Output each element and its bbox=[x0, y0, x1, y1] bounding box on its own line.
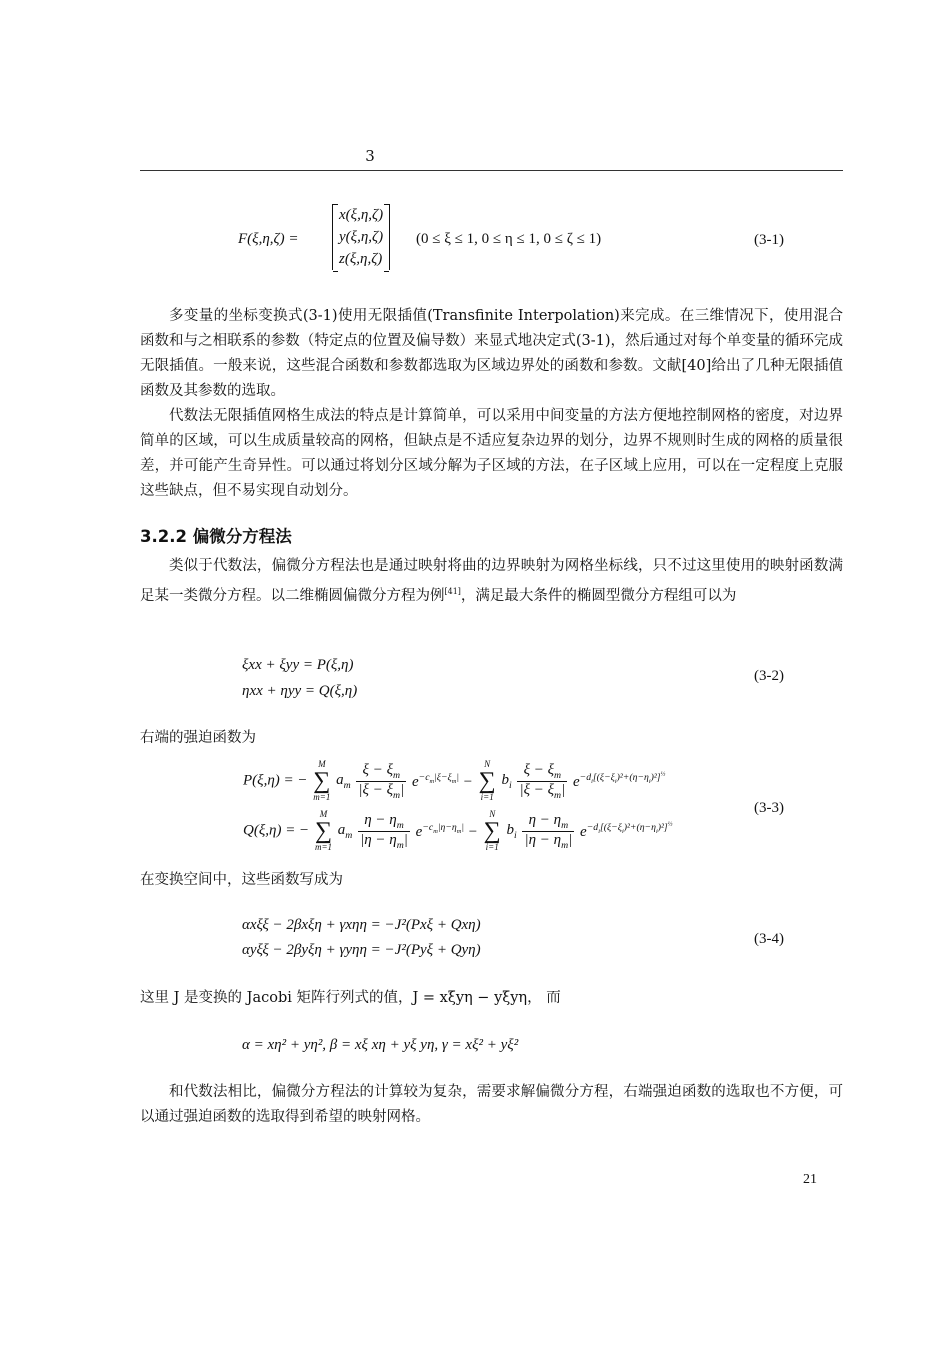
sum-symbol: N ∑ i=1 bbox=[483, 809, 501, 852]
paragraph-3 bbox=[140, 554, 843, 609]
eq1-lhs: F(ξ,η,ζ) = bbox=[238, 231, 299, 247]
citation-41: [41] bbox=[444, 587, 461, 596]
equation-3-4 bbox=[242, 913, 481, 963]
paragraph-4: 右端的强迫函数为 bbox=[140, 730, 256, 746]
fraction: $\frac{\eta - \eta_m}{|\eta - \eta_m|}$ bbox=[524, 811, 573, 851]
eq2-line-1: ξxx + ξyy = P(ξ,η) bbox=[242, 657, 354, 673]
eq3-q-lhs: Q(ξ,η) = − bbox=[243, 822, 310, 839]
equation-number-3-1: (3-1) bbox=[754, 232, 784, 248]
paragraph-3-text-b: ，满足最大条件的椭圆型微分方程组可以为 bbox=[460, 587, 737, 604]
body-paragraph-6 bbox=[140, 986, 843, 1011]
eq1-condition: (0 ≤ ξ ≤ 1, 0 ≤ η ≤ 1, 0 ≤ ζ ≤ 1) bbox=[416, 231, 602, 247]
eq4-line-1: αxξξ − 2βxξη + γxηη = −J²(Pxξ + Qxη) bbox=[242, 917, 481, 933]
body-paragraph-4 bbox=[140, 726, 843, 751]
eq3-row-q: Q(ξ,η) = − M ∑ m=1 $a_m$ $\frac{\eta - \eta_m}{|\eta - \eta_m|}$ $e^{-c_m|\eta-\eta_m|}$ − N ∑ i=1 $b_i$ $\frac{\eta - \eta_m}{|\eta - \eta_m|}$ $e^{-d_i[(\xi-\xi_i)^2+(\eta-\eta_i)^2]^{\frac{1}{2}}}$ bbox=[243, 809, 673, 852]
eq4-line-2: αyξξ − 2βyξη + γyηη = −J²(Pyξ + Qyη) bbox=[242, 942, 481, 958]
body-paragraph-5 bbox=[140, 868, 843, 893]
paragraph-2: 代数法无限插值网格生成法的特点是计算简单，可以采用中间变量的方法方便地控制网格的密度，对边界简单的区域，可以生成质量较高的网格，但缺点是不适应复杂边界的划分，边界不规则时生成的网格的质量很差，并可能产生奇异性。可以通过将划分区域分解为子区域的方法，在子区域上应用，可以在一定程度上克服这些缺点，但不易实现自动划分。 bbox=[140, 408, 843, 499]
equation-number-3-4: (3-4) bbox=[754, 931, 784, 947]
paragraph-6: 这里 J 是变换的 Jacobi 矩阵行列式的值，J = xξyη − yξyη， 而 bbox=[140, 990, 561, 1006]
paragraph-1: 多变量的坐标变换式(3-1)使用无限插值(Transfinite Interpolation)来完成。在三维情况下，使用混合函数和与之相联系的参数（特定点的位置及偏导数）来显式地决定式(3-1)，然后通过对每个单变量的循环完成无限插值。一般来说，这些混合函数和参数都选取为区域边界处的函数和参数。文献[40]给出了几种无限插值函数及其参数的选取。 bbox=[140, 308, 843, 399]
paragraph-3-text-a: 类似于代数法，偏微分方程法也是通过映射将曲的边界映射为网格坐标线，只不过这里使用的映射函数满足某一类微分方程。以二维椭圆偏微分方程为例 bbox=[140, 558, 843, 604]
equation-3-3 bbox=[243, 760, 713, 860]
eq3-row-p: P(ξ,η) = − M ∑ m=1 $a_m$ $\frac{\xi - \xi_m}{|\xi - \xi_m|}$ $e^{-c_m|\xi-\xi_m|}$ − N ∑ i=1 $b_i$ $\frac{\xi - \xi_m}{|\xi - \xi_m|}$ $e^{-d_i[(\xi-\xi_i)^2+(\eta-\eta_i)^2]^{\frac{1}{2}}}$ bbox=[243, 759, 666, 802]
paragraph-5: 在变换空间中，这些函数写成为 bbox=[140, 872, 343, 888]
section-heading: 3.2.2 偏微分方程法 bbox=[140, 527, 292, 546]
fraction: $\frac{\eta - \eta_m}{|\eta - \eta_m|}$ bbox=[360, 811, 408, 851]
body-paragraphs-1 bbox=[140, 304, 843, 504]
equation-number-3-2: (3-2) bbox=[754, 668, 784, 684]
fraction: $\frac{\xi - \xi_m}{|\xi - \xi_m|}$ bbox=[519, 761, 566, 801]
sum-symbol: M ∑ m=1 bbox=[313, 759, 331, 802]
eq1-matrix-row-1: x(ξ,η,ζ) bbox=[339, 207, 384, 223]
sum-symbol: M ∑ m=1 bbox=[314, 809, 333, 852]
body-paragraph-3 bbox=[140, 554, 843, 609]
eq1-matrix bbox=[332, 204, 390, 270]
page-number: 21 bbox=[803, 1172, 817, 1187]
eq3-p-lhs: P(ξ,η) = − bbox=[243, 772, 308, 789]
equation-3-2 bbox=[242, 652, 357, 704]
body-paragraph-7 bbox=[140, 1080, 843, 1130]
running-header-page-label: 3 bbox=[365, 147, 375, 165]
equation-number-3-3: (3-3) bbox=[754, 800, 784, 816]
sum-symbol: N ∑ i=1 bbox=[478, 759, 496, 802]
eq1-matrix-row-2: y(ξ,η,ζ) bbox=[339, 229, 384, 245]
eq1-matrix-row-3: z(ξ,η,ζ) bbox=[339, 251, 383, 267]
paragraph-7: 和代数法相比，偏微分方程法的计算较为复杂，需要求解偏微分方程，右端强迫函数的选取也不方便，可以通过强迫函数的选取得到希望的映射网格。 bbox=[140, 1084, 843, 1125]
header-rule bbox=[140, 170, 843, 171]
equation-coefficients: α = xη² + yη², β = xξ xη + yξ yη, γ = xξ² + yξ² bbox=[242, 1037, 519, 1053]
eq2-line-2: ηxx + ηyy = Q(ξ,η) bbox=[242, 683, 358, 699]
equation-3-1 bbox=[238, 203, 798, 275]
fraction: $\frac{\xi - \xi_m}{|\xi - \xi_m|}$ bbox=[358, 761, 405, 801]
